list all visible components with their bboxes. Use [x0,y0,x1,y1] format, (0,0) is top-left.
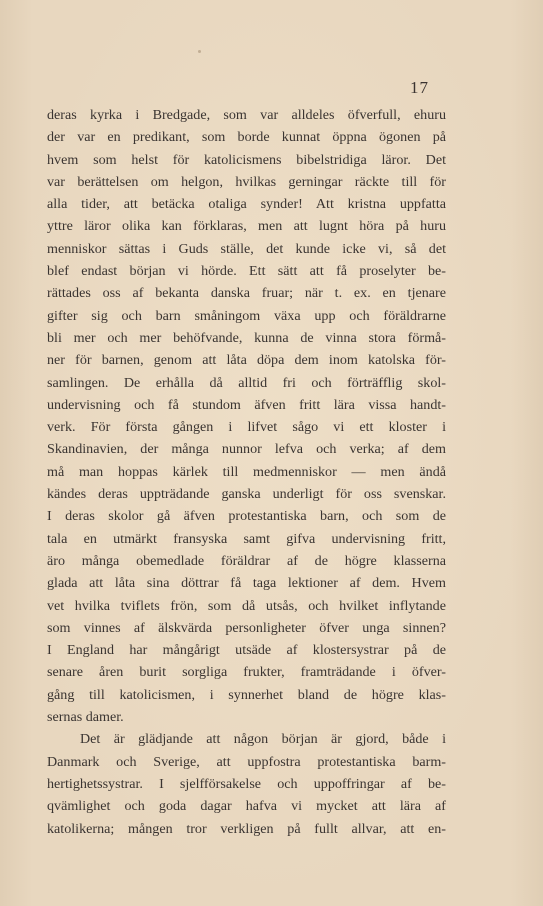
text-line: katolikerna; mången tror verkligen på fullt allvar, att en- [47,820,446,837]
text-line: var berättelsen om helgon, hvilkas gerningar räckte till för [47,173,446,190]
text-line: rättades oss af bekanta danska fruar; när t. ex. en tjenare [47,285,446,302]
text-line: hertighetssystrar. I sjelfförsakelse och uppoffringar af be- [47,775,446,792]
text-line: vet hvilka tviflets frön, som då utsås, och hvilket inflytande [47,597,446,614]
text-line: Danmark och Sverige, att uppfostra protestantiska barm- [47,753,446,770]
text-line: tala en utmärkt fransyska samt gifva undervisning fritt, [47,530,446,547]
text-line: gifter sig och barn småningom växa upp och föräldrarne [47,307,446,324]
text-line: ner för barnen, genom att låta döpa dem inom katolska för- [47,352,446,369]
text-line: deras kyrka i Bredgade, som var alldeles öfverfull, ehuru [47,107,446,123]
text-line: menniskor sättas i Guds ställe, det kunde icke vi, så det [47,240,446,257]
paper-speck [198,50,201,53]
text-line: gång till katolicismen, i synnerhet bland de högre klas- [47,686,446,703]
text-line: äro många obemedlade föräldrar af de högre klasserna [47,552,446,569]
text-line: der var en predikant, som borde kunnat öppna ögonen på [47,129,446,146]
text-line: senare åren burit sorgliga frukter, framträdande i öfver- [47,664,446,681]
text-line: Skandinavien, der många nunnor lefva och verka; af dem [47,441,446,458]
text-line: blef endast början vi hörde. Ett sätt att få proselyter be- [47,263,446,280]
text-line: qvämlighet och goda dagar hafva vi mycket att lära af [47,798,446,815]
page-number: 17 [410,78,429,97]
paragraph-end-line: sernas damer. [47,709,124,726]
text-line: må man hoppas kärlek till medmenniskor — men ändå [47,463,446,480]
text-line: kändes deras uppträdande ganska underligt för oss svenskar. [47,486,446,503]
text-line: samlingen. De erhålla då alltid fri och förträfflig skol- [47,374,446,391]
text-line: undervisning och få stundom äfven fritt lära vissa handt- [47,396,446,413]
text-line: alla tider, att betäcka otaliga synder! Att kristna uppfatta [47,196,446,213]
text-line: glada att låta sina döttrar få taga lektioner af dem. Hvem [47,575,446,592]
text-line: bli mer och mer behöfvande, kunna de vinna stora förmå- [47,329,446,346]
text-line: som vinnes af älskvärda personligheter öfver unga sinnen? [47,619,446,636]
text-line: I England har mångårigt utsäde af klostersystrar på de [47,642,446,659]
text-line: verk. För första gången i lifvet sågo vi ett kloster i [47,419,446,436]
text-line: hvem som helst för katolicismens bibelstridiga läror. Det [47,151,446,168]
text-line: yttre läror olika kan förklaras, men att lugnt höra på huru [47,218,446,235]
text-line: I deras skolor gå äfven protestantiska barn, och som de [47,508,446,525]
paragraph-start-line: Det är glädjande att någon början är gjord, både i [80,731,446,748]
body-text [47,104,446,840]
